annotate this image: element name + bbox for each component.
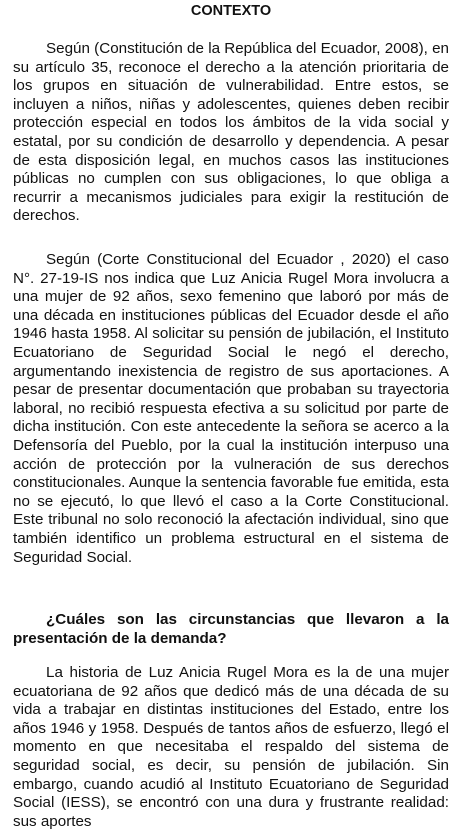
section-heading: CONTEXTO — [190, 3, 272, 19]
paragraph-case-summary: Según (Corte Constitucional del Ecuador , 2020) el caso N°. 27-19-IS nos indica que Luz Anicia Rugel Mora involucra a una mujer de 92 años, sexo femenino que laboró por más de una década en instituciones públicas del Ecuador desde el año 1946 hasta 1958. Al solicitar su pensión de jubilación, el Instituto Ecuatoriano de Seguridad Social le negó el derecho, argumentando inexistencia de registro de sus aportaciones. A pesar de presentar documentación que probaban su trayectoria laboral, no recibió respuesta efectiva a su solicitud por parte de dicha institución. Con este antecedente la señora se acerco a la Defensoría del Pueblo, por la cual la institución interpuso una acción de protección por la vulneración de sus derechos constitucionales. Aunque la sentencia favorable fue emitida, esta no se ejecutó, lo que llevó el caso a la Corte Constitucional. Este tribunal no solo reconoció la afectación individual, sino que también identifico un problema estructural en el sistema de Seguridad Social. — [13, 251, 449, 566]
paragraph-story: La historia de Luz Anicia Rugel Mora es la de una mujer ecuatoriana de 92 años que dedicó más de una década de su vida a trabajar en distintas instituciones del Estado, entre los años 1946 y 1958. Después de tantos años de esfuerzo, llegó el momento en que necesitaba el respaldo del sistema de seguridad social, es decir, su pensión de jubilación. Sin embargo, cuando acudió al Instituto Ecuatoriano de Seguridad Social (IESS), se encontró con una dura y frustrante realidad: sus aportes — [13, 664, 449, 830]
paragraph-constitution: Según (Constitución de la República del Ecuador, 2008), en su artículo 35, reconoce el derecho a la atención prioritaria de los grupos en situación de vulnerabilidad. Entre estos, se incluyen a niños, niñas y adolescentes, quienes deben recibir protección especial en todos los ámbitos de la vida social y estatal, por su condición de desarrollo y dependencia. A pesar de esta disposición legal, en muchos casos las instituciones públicas no cumplen con sus obligaciones, lo que obliga a recurrir a mecanismos judiciales para exigir la restitución de derechos. — [13, 40, 449, 225]
question-heading: ¿Cuáles son las circunstancias que llevaron a la presentación de la demanda? — [13, 611, 449, 647]
